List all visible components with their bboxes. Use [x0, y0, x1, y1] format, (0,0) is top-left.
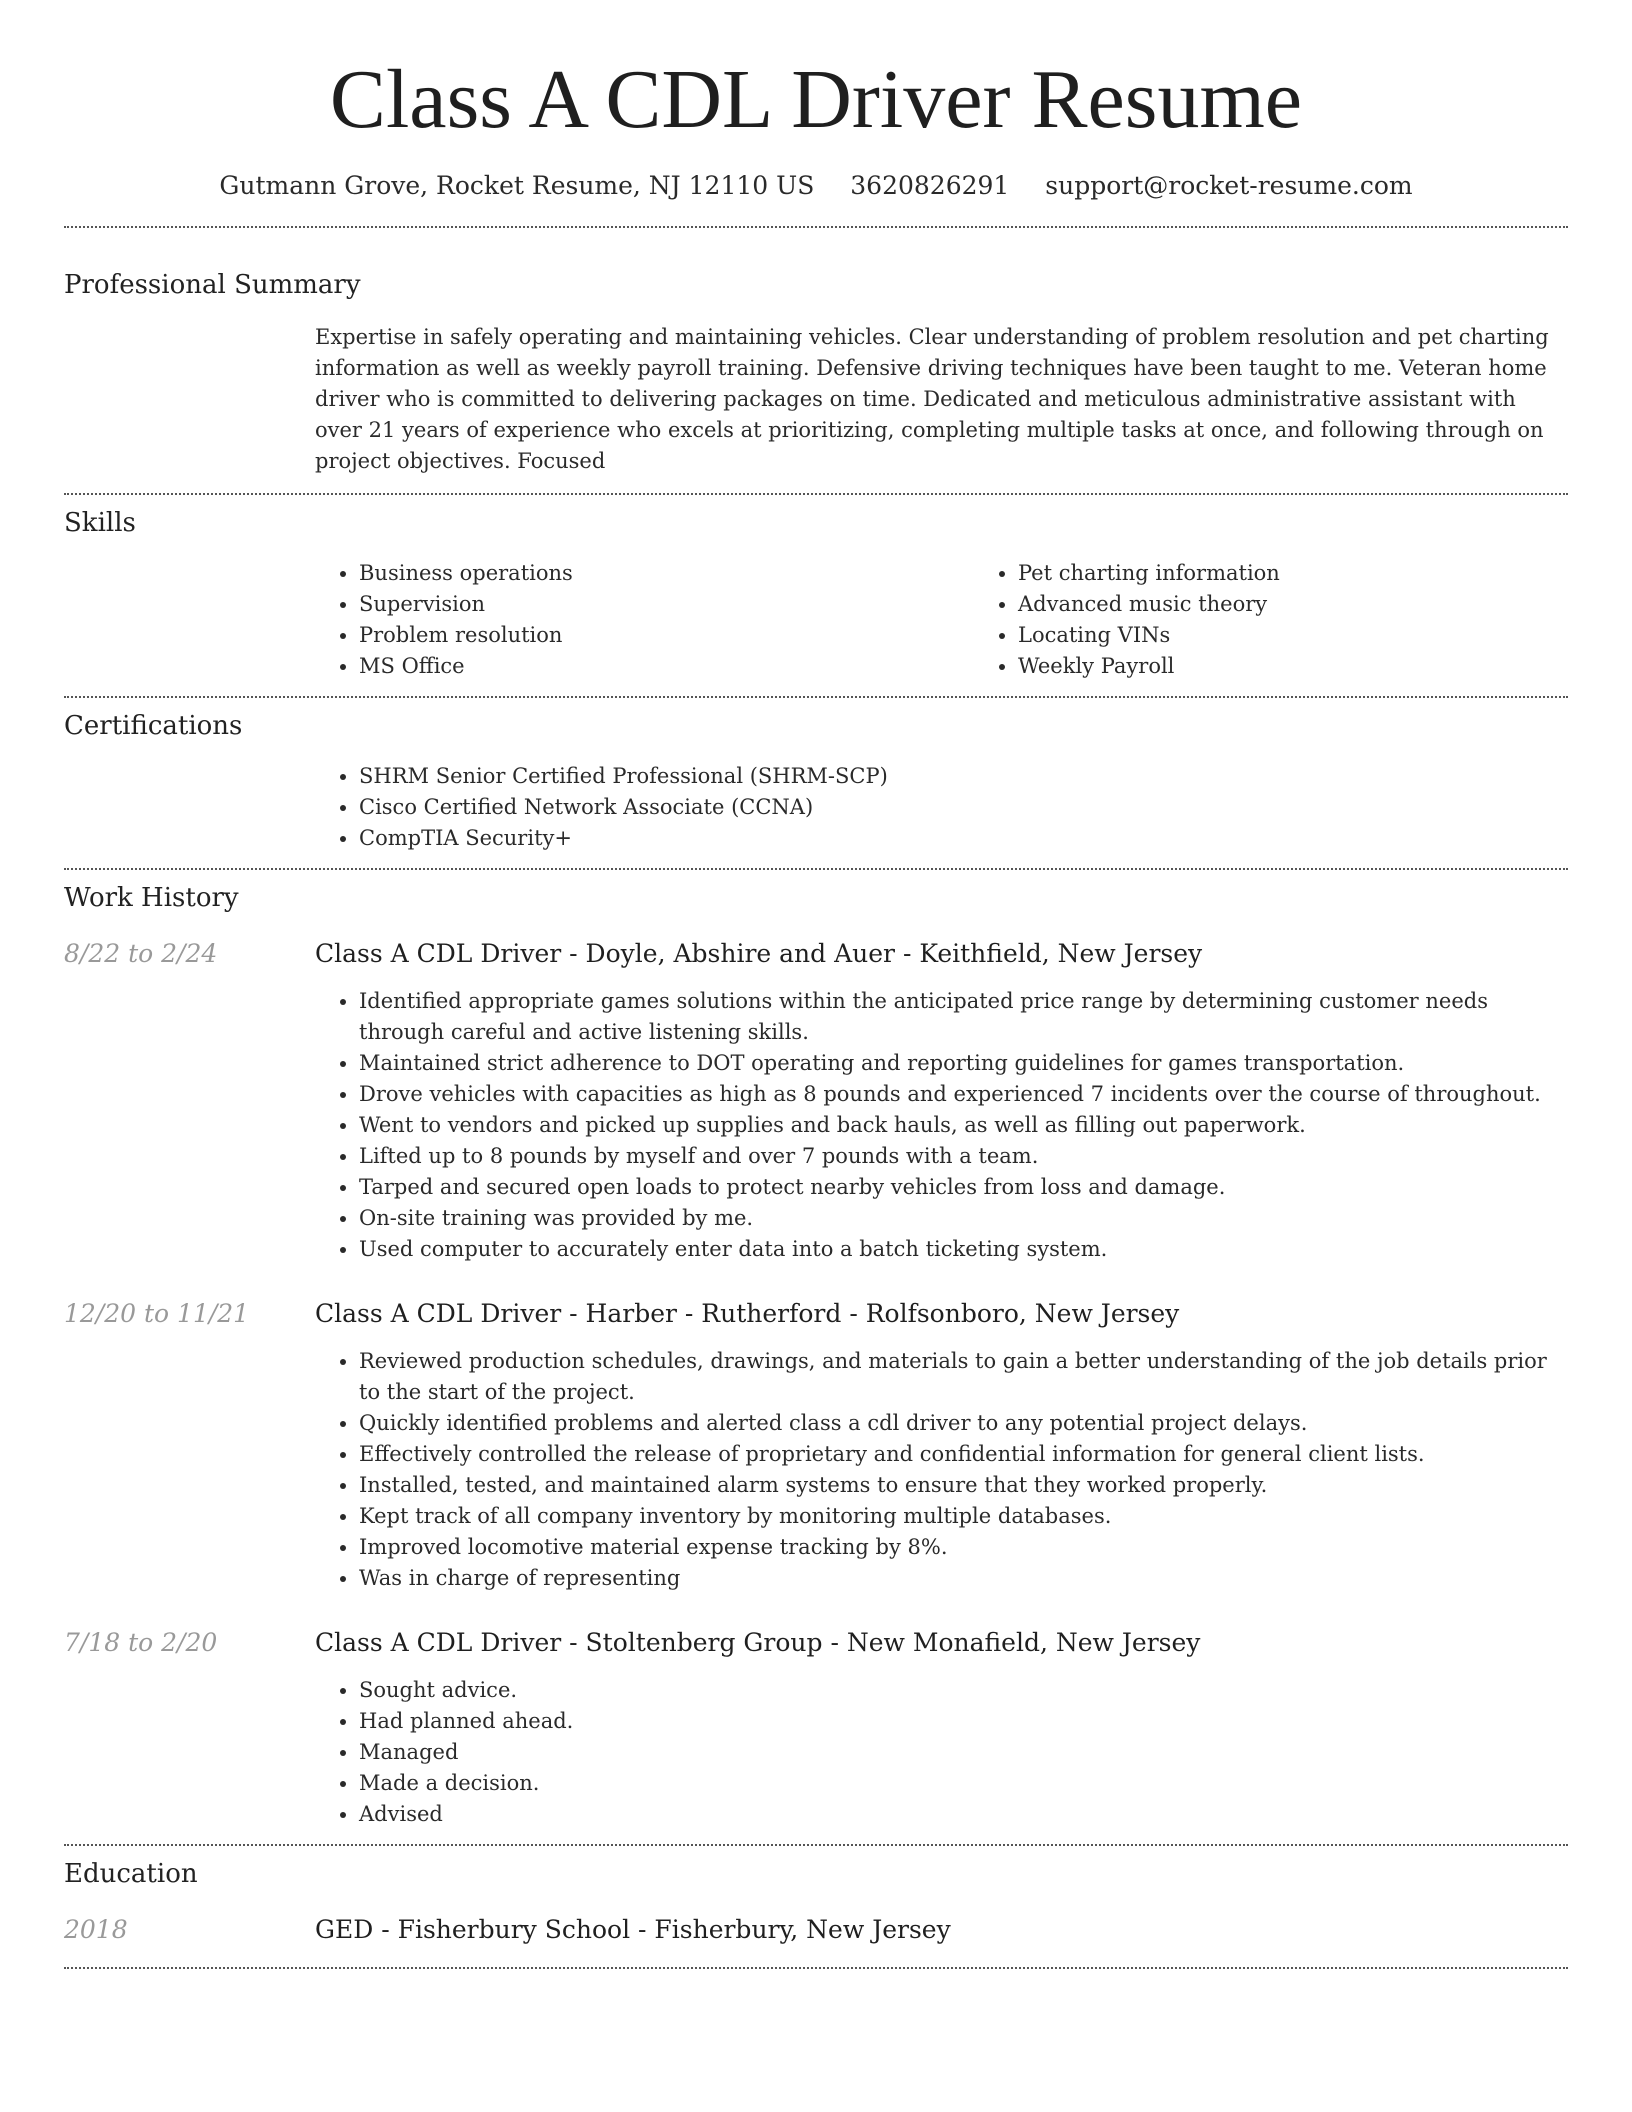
certifications-list [315, 761, 1568, 854]
skill-item: • Supervision [359, 589, 974, 620]
summary-left-col [64, 322, 315, 477]
skills-columns [315, 558, 1632, 682]
divider [64, 1967, 1568, 1969]
divider [64, 493, 1568, 495]
skill-item: • Business operations [359, 558, 974, 589]
resume-header [64, 0, 1568, 202]
job-entry [64, 1297, 1568, 1594]
skill-item: • MS Office [359, 651, 974, 682]
resume-title: Class A CDL Driver Resume [329, 53, 1303, 146]
job-bullets [315, 1346, 1568, 1594]
job-bullets [315, 1675, 1568, 1830]
contact-line [64, 170, 1568, 202]
job-title: Class A CDL Driver - Doyle, Abshire and Auer - Keithfield, New Jersey [315, 939, 1203, 968]
job-dates: 12/20 to 11/21 [64, 1299, 250, 1328]
job-bullet: • Drove vehicles with capacities as high as 8 pounds and experienced 7 incidents over the course of throughout. [359, 1079, 1568, 1110]
job-bullet: • On-site training was provided by me. [359, 1203, 1568, 1234]
divider [64, 868, 1568, 870]
certification-item: • Cisco Certified Network Associate (CCNA) [359, 792, 1568, 823]
job-bullet: • Was in charge of representing [359, 1563, 1568, 1594]
job-bullet: • Reviewed production schedules, drawings, and materials to gain a better understanding of the job details prior to the start of the project. [359, 1346, 1568, 1408]
job-bullet: • Improved locomotive material expense tracking by 8%. [359, 1532, 1568, 1563]
certifications-heading: Certifications [64, 711, 243, 741]
job-bullet: • Identified appropriate games solutions within the anticipated price range by determining customer needs through careful and active listening skills. [359, 986, 1568, 1048]
job-bullets [315, 986, 1568, 1265]
job-bullet: • Maintained strict adherence to DOT operating and reporting guidelines for games transportation. [359, 1048, 1568, 1079]
certifications-section [64, 709, 1568, 854]
skills-list-left [315, 558, 974, 682]
work-history-heading: Work History [64, 883, 239, 913]
education-entry [64, 1913, 1568, 1947]
summary-section [64, 268, 1568, 477]
certifications-left-col [64, 761, 315, 854]
job-bullet: • Went to vendors and picked up supplies and back hauls, as well as filling out paperwork. [359, 1110, 1568, 1141]
contact-email: support@rocket-resume.com [1045, 171, 1413, 200]
summary-heading: Professional Summary [64, 270, 361, 300]
job-bullet: • Made a decision. [359, 1768, 1568, 1799]
job-dates: 8/22 to 2/24 [64, 939, 218, 968]
contact-address: Gutmann Grove, Rocket Resume, NJ 12110 US [219, 171, 815, 200]
skills-heading: Skills [64, 508, 136, 538]
contact-phone: 3620826291 [850, 171, 1010, 200]
job-title: Class A CDL Driver - Stoltenberg Group - New Monafield, New Jersey [315, 1628, 1201, 1657]
job-bullet: • Tarped and secured open loads to protect nearby vehicles from loss and damage. [359, 1172, 1568, 1203]
job-bullet: • Lifted up to 8 pounds by myself and over 7 pounds with a team. [359, 1141, 1568, 1172]
job-entry [64, 1626, 1568, 1830]
job-bullet: • Quickly identified problems and alerted class a cdl driver to any potential project delays. [359, 1408, 1568, 1439]
skill-item: • Pet charting information [1018, 558, 1632, 589]
divider [64, 226, 1568, 228]
job-bullet: • Used computer to accurately enter data into a batch ticketing system. [359, 1234, 1568, 1265]
job-bullet: • Had planned ahead. [359, 1706, 1568, 1737]
job-bullet: • Kept track of all company inventory by monitoring multiple databases. [359, 1501, 1568, 1532]
summary-text: Expertise in safely operating and maintaining vehicles. Clear understanding of problem resolution and pet charting information as well as weekly payroll training. Defensive driving techniques have been taught to me. Veteran home driver who is committed to delivering packages on time. Dedicated and meticulous administrative assistant with over 21 years of experience who excels at prioritizing, completing multiple tasks at once, and following through on project objectives. Focused [315, 325, 1549, 473]
job-dates: 7/18 to 2/20 [64, 1628, 218, 1657]
job-bullet: • Effectively controlled the release of proprietary and confidential information for general client lists. [359, 1439, 1568, 1470]
work-history-section [64, 881, 1568, 1830]
job-bullet: • Managed [359, 1737, 1568, 1768]
skill-item: • Weekly Payroll [1018, 651, 1632, 682]
job-bullet: • Advised [359, 1799, 1568, 1830]
certification-item: • SHRM Senior Certified Professional (SHRM-SCP) [359, 761, 1568, 792]
education-year: 2018 [64, 1915, 128, 1944]
education-heading: Education [64, 1859, 198, 1889]
skills-left-col [64, 558, 315, 682]
job-bullet: • Sought advice. [359, 1675, 1568, 1706]
skills-section [64, 506, 1568, 682]
skill-item: • Locating VINs [1018, 620, 1632, 651]
job-entry [64, 937, 1568, 1265]
skill-item: • Problem resolution [359, 620, 974, 651]
education-title: GED - Fisherbury School - Fisherbury, New Jersey [315, 1915, 951, 1944]
job-title: Class A CDL Driver - Harber - Rutherford - Rolfsonboro, New Jersey [315, 1299, 1180, 1328]
certification-item: • CompTIA Security+ [359, 823, 1568, 854]
skill-item: • Advanced music theory [1018, 589, 1632, 620]
education-section [64, 1857, 1568, 1947]
job-bullet: • Installed, tested, and maintained alarm systems to ensure that they worked properly. [359, 1470, 1568, 1501]
divider [64, 1844, 1568, 1846]
skills-list-right [974, 558, 1632, 682]
divider [64, 696, 1568, 698]
